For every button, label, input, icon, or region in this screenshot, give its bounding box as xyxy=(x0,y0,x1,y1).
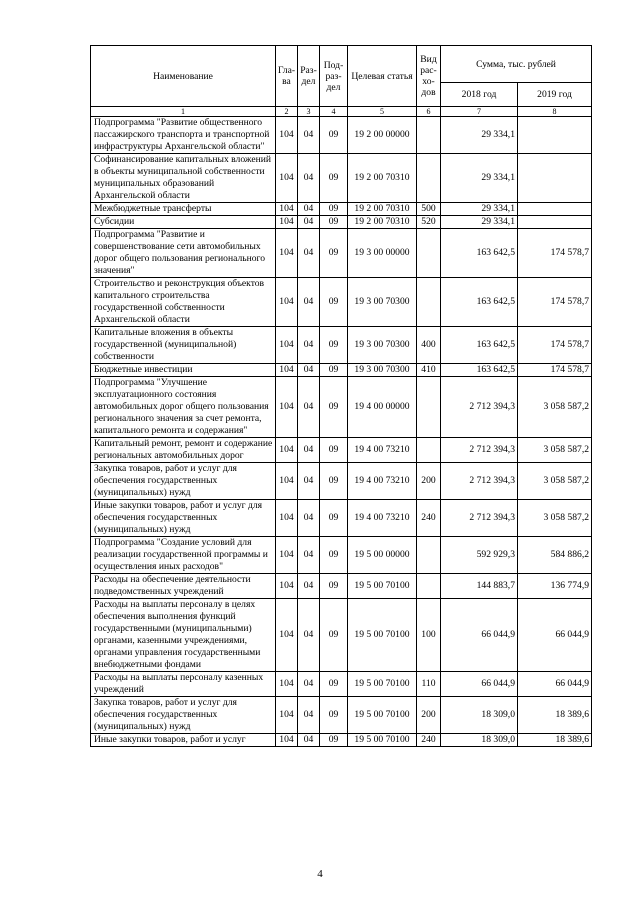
row-sum-2018: 2 712 394,3 xyxy=(441,463,518,500)
row-glava: 104 xyxy=(276,154,298,203)
table-row xyxy=(91,537,592,574)
row-target-article: 19 4 00 73210 xyxy=(348,438,417,463)
row-podrazdel: 09 xyxy=(320,154,348,203)
row-podrazdel: 09 xyxy=(320,599,348,672)
row-glava: 104 xyxy=(276,697,298,734)
row-name: Софинансирование капитальных вложений в объекты муниципальной собственности муниципальных образований Архангельской области xyxy=(91,154,276,203)
row-sum-2018: 592 929,3 xyxy=(441,537,518,574)
row-razdel: 04 xyxy=(298,599,320,672)
row-expense-type xyxy=(417,377,441,438)
row-podrazdel: 09 xyxy=(320,377,348,438)
row-glava: 104 xyxy=(276,500,298,537)
row-name: Иные закупки товаров, работ и услуг xyxy=(91,734,276,747)
header-sum: Сумма, тыс. рублей xyxy=(441,46,592,83)
row-sum-2018: 29 334,1 xyxy=(441,117,518,154)
header-razdel: Раз- дел xyxy=(298,46,320,107)
row-expense-type xyxy=(417,278,441,327)
row-name: Субсидии xyxy=(91,216,276,229)
header-podrazdel: Под- раз- дел xyxy=(320,46,348,107)
row-name: Закупка товаров, работ и услуг для обеспечения государственных (муниципальных) нужд xyxy=(91,463,276,500)
table-row xyxy=(91,203,592,216)
table-row xyxy=(91,154,592,203)
row-expense-type: 240 xyxy=(417,734,441,747)
row-glava: 104 xyxy=(276,278,298,327)
row-target-article: 19 4 00 73210 xyxy=(348,463,417,500)
row-podrazdel: 09 xyxy=(320,574,348,599)
row-sum-2019: 136 774,9 xyxy=(518,574,592,599)
row-sum-2019: 3 058 587,2 xyxy=(518,463,592,500)
table-row xyxy=(91,377,592,438)
row-sum-2018: 2 712 394,3 xyxy=(441,500,518,537)
row-podrazdel: 09 xyxy=(320,672,348,697)
row-sum-2019: 66 044,9 xyxy=(518,672,592,697)
column-number: 8 xyxy=(518,107,592,117)
header-expense-type: Вид рас- хо- дов xyxy=(417,46,441,107)
table-row xyxy=(91,463,592,500)
header-target-article: Целевая статья xyxy=(348,46,417,107)
row-glava: 104 xyxy=(276,734,298,747)
row-podrazdel: 09 xyxy=(320,500,348,537)
table-body xyxy=(91,117,592,747)
row-expense-type: 410 xyxy=(417,364,441,377)
row-expense-type: 110 xyxy=(417,672,441,697)
table-row xyxy=(91,278,592,327)
row-name: Подпрограмма "Создание условий для реализации государственной программы и осуществления иных расходов" xyxy=(91,537,276,574)
row-expense-type xyxy=(417,229,441,278)
row-name: Бюджетные инвестиции xyxy=(91,364,276,377)
row-name: Расходы на выплаты персоналу казенных учреждений xyxy=(91,672,276,697)
row-sum-2019 xyxy=(518,154,592,203)
row-razdel: 04 xyxy=(298,377,320,438)
row-glava: 104 xyxy=(276,463,298,500)
row-target-article: 19 2 00 70310 xyxy=(348,203,417,216)
row-sum-2018: 163 642,5 xyxy=(441,229,518,278)
row-razdel: 04 xyxy=(298,672,320,697)
row-razdel: 04 xyxy=(298,278,320,327)
row-sum-2019 xyxy=(518,117,592,154)
row-razdel: 04 xyxy=(298,574,320,599)
table-row xyxy=(91,117,592,154)
column-number: 3 xyxy=(298,107,320,117)
table-row xyxy=(91,599,592,672)
row-name: Капитальные вложения в объекты государственной (муниципальной) собственности xyxy=(91,327,276,364)
row-sum-2019: 174 578,7 xyxy=(518,364,592,377)
row-name: Расходы на выплаты персоналу в целях обеспечения выполнения функций государственными (муниципальными) органами, казенными учреждениями, органами управления государственными внебюджетными фондами xyxy=(91,599,276,672)
row-sum-2019: 174 578,7 xyxy=(518,327,592,364)
row-name: Строительство и реконструкция объектов капитального строительства государственной собственности Архангельской области xyxy=(91,278,276,327)
table-row xyxy=(91,574,592,599)
column-number: 7 xyxy=(441,107,518,117)
row-razdel: 04 xyxy=(298,697,320,734)
row-target-article: 19 5 00 70100 xyxy=(348,672,417,697)
table-row xyxy=(91,364,592,377)
row-sum-2019: 18 389,6 xyxy=(518,697,592,734)
table-row xyxy=(91,438,592,463)
header-name: Наименование xyxy=(91,46,276,107)
row-sum-2019: 174 578,7 xyxy=(518,229,592,278)
table-row xyxy=(91,229,592,278)
row-sum-2019 xyxy=(518,216,592,229)
column-number: 4 xyxy=(320,107,348,117)
row-sum-2018: 66 044,9 xyxy=(441,599,518,672)
row-expense-type xyxy=(417,537,441,574)
row-razdel: 04 xyxy=(298,229,320,278)
page-number: 4 xyxy=(317,868,323,880)
row-sum-2018: 29 334,1 xyxy=(441,154,518,203)
row-expense-type: 200 xyxy=(417,697,441,734)
row-glava: 104 xyxy=(276,364,298,377)
row-sum-2019: 66 044,9 xyxy=(518,599,592,672)
row-razdel: 04 xyxy=(298,364,320,377)
row-target-article: 19 2 00 70310 xyxy=(348,216,417,229)
row-glava: 104 xyxy=(276,438,298,463)
row-razdel: 04 xyxy=(298,734,320,747)
row-name: Межбюджетные трансферты xyxy=(91,203,276,216)
row-expense-type: 520 xyxy=(417,216,441,229)
row-glava: 104 xyxy=(276,327,298,364)
row-name: Подпрограмма "Развитие и совершенствование сети автомобильных дорог общего пользования регионального значения" xyxy=(91,229,276,278)
header-glava: Гла- ва xyxy=(276,46,298,107)
row-target-article: 19 5 00 70100 xyxy=(348,734,417,747)
row-sum-2018: 2 712 394,3 xyxy=(441,377,518,438)
row-sum-2019: 3 058 587,2 xyxy=(518,500,592,537)
row-glava: 104 xyxy=(276,537,298,574)
row-podrazdel: 09 xyxy=(320,463,348,500)
row-sum-2018: 66 044,9 xyxy=(441,672,518,697)
row-target-article: 19 2 00 00000 xyxy=(348,117,417,154)
row-expense-type: 400 xyxy=(417,327,441,364)
row-podrazdel: 09 xyxy=(320,438,348,463)
row-glava: 104 xyxy=(276,672,298,697)
row-razdel: 04 xyxy=(298,117,320,154)
row-target-article: 19 4 00 00000 xyxy=(348,377,417,438)
row-expense-type xyxy=(417,574,441,599)
row-expense-type: 100 xyxy=(417,599,441,672)
row-glava: 104 xyxy=(276,599,298,672)
row-glava: 104 xyxy=(276,216,298,229)
row-podrazdel: 09 xyxy=(320,327,348,364)
row-podrazdel: 09 xyxy=(320,697,348,734)
column-number: 6 xyxy=(417,107,441,117)
table-row xyxy=(91,734,592,747)
row-expense-type xyxy=(417,154,441,203)
row-glava: 104 xyxy=(276,377,298,438)
row-sum-2018: 144 883,7 xyxy=(441,574,518,599)
row-expense-type: 500 xyxy=(417,203,441,216)
row-sum-2018: 29 334,1 xyxy=(441,203,518,216)
row-sum-2019: 3 058 587,2 xyxy=(518,438,592,463)
row-target-article: 19 5 00 70100 xyxy=(348,697,417,734)
row-razdel: 04 xyxy=(298,438,320,463)
row-sum-2019: 18 389,6 xyxy=(518,734,592,747)
row-sum-2018: 2 712 394,3 xyxy=(441,438,518,463)
row-name: Иные закупки товаров, работ и услуг для обеспечения государственных (муниципальных) нужд xyxy=(91,500,276,537)
row-target-article: 19 5 00 00000 xyxy=(348,537,417,574)
row-razdel: 04 xyxy=(298,154,320,203)
budget-table xyxy=(90,45,592,747)
row-podrazdel: 09 xyxy=(320,216,348,229)
row-sum-2019: 174 578,7 xyxy=(518,278,592,327)
row-podrazdel: 09 xyxy=(320,537,348,574)
row-name: Расходы на обеспечение деятельности подведомственных учреждений xyxy=(91,574,276,599)
row-razdel: 04 xyxy=(298,537,320,574)
row-razdel: 04 xyxy=(298,216,320,229)
row-name: Подпрограмма "Развитие общественного пассажирского транспорта и транспортной инфраструктуры Архангельской области" xyxy=(91,117,276,154)
row-expense-type xyxy=(417,117,441,154)
row-podrazdel: 09 xyxy=(320,278,348,327)
row-razdel: 04 xyxy=(298,203,320,216)
row-target-article: 19 3 00 00000 xyxy=(348,229,417,278)
row-expense-type: 240 xyxy=(417,500,441,537)
row-name: Закупка товаров, работ и услуг для обеспечения государственных (муниципальных) нужд xyxy=(91,697,276,734)
row-sum-2018: 163 642,5 xyxy=(441,327,518,364)
column-number: 1 xyxy=(91,107,276,117)
table-row xyxy=(91,697,592,734)
row-target-article: 19 5 00 70100 xyxy=(348,574,417,599)
budget-document xyxy=(90,45,591,747)
table-row xyxy=(91,216,592,229)
row-podrazdel: 09 xyxy=(320,203,348,216)
row-sum-2019: 3 058 587,2 xyxy=(518,377,592,438)
row-expense-type xyxy=(417,438,441,463)
row-podrazdel: 09 xyxy=(320,117,348,154)
row-razdel: 04 xyxy=(298,463,320,500)
row-razdel: 04 xyxy=(298,327,320,364)
row-target-article: 19 4 00 73210 xyxy=(348,500,417,537)
column-number: 5 xyxy=(348,107,417,117)
row-podrazdel: 09 xyxy=(320,229,348,278)
row-razdel: 04 xyxy=(298,500,320,537)
row-sum-2018: 18 309,0 xyxy=(441,697,518,734)
row-glava: 104 xyxy=(276,574,298,599)
header-year-2018: 2018 год xyxy=(441,83,518,107)
row-sum-2018: 18 309,0 xyxy=(441,734,518,747)
row-expense-type: 200 xyxy=(417,463,441,500)
row-glava: 104 xyxy=(276,229,298,278)
row-target-article: 19 3 00 70300 xyxy=(348,278,417,327)
row-name: Подпрограмма "Улучшение эксплуатационного состояния автомобильных дорог общего пользования регионального значения за счет ремонта, капитального ремонта и содержания" xyxy=(91,377,276,438)
row-glava: 104 xyxy=(276,203,298,216)
row-sum-2019 xyxy=(518,203,592,216)
row-podrazdel: 09 xyxy=(320,364,348,377)
row-glava: 104 xyxy=(276,117,298,154)
row-sum-2019: 584 886,2 xyxy=(518,537,592,574)
row-sum-2018: 163 642,5 xyxy=(441,364,518,377)
row-sum-2018: 163 642,5 xyxy=(441,278,518,327)
table-row xyxy=(91,672,592,697)
row-target-article: 19 5 00 70100 xyxy=(348,599,417,672)
row-target-article: 19 3 00 70300 xyxy=(348,364,417,377)
table-row xyxy=(91,500,592,537)
row-name: Капитальный ремонт, ремонт и содержание региональных автомобильных дорог xyxy=(91,438,276,463)
row-sum-2018: 29 334,1 xyxy=(441,216,518,229)
row-target-article: 19 2 00 70310 xyxy=(348,154,417,203)
row-podrazdel: 09 xyxy=(320,734,348,747)
row-target-article: 19 3 00 70300 xyxy=(348,327,417,364)
header-year-2019: 2019 год xyxy=(518,83,592,107)
column-number: 2 xyxy=(276,107,298,117)
table-row xyxy=(91,327,592,364)
